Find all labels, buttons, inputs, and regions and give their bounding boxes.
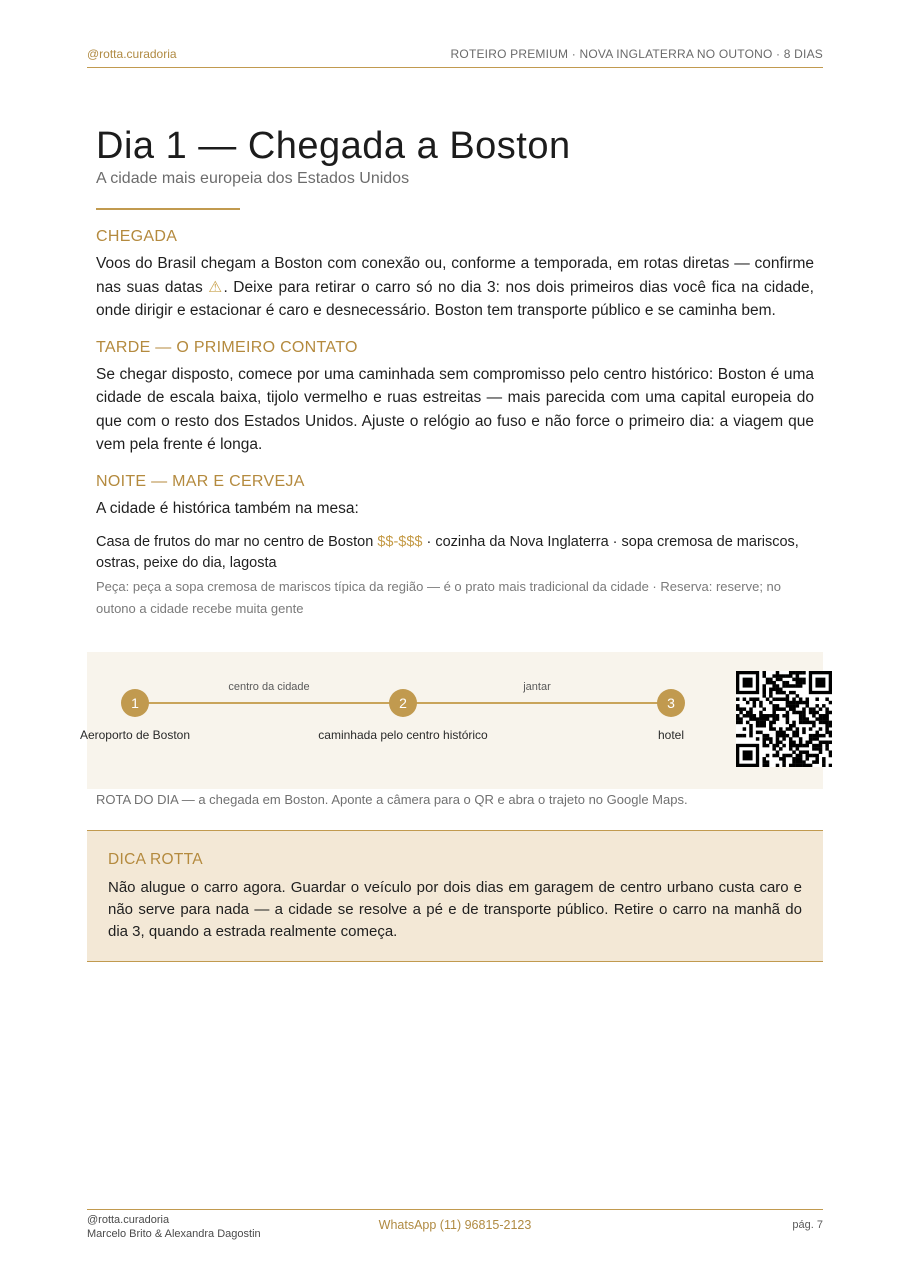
route-stop-label: hotel <box>657 728 685 742</box>
section-label-afternoon: TARDE — O PRIMEIRO CONTATO <box>96 338 358 356</box>
route-segment-label: centro da cidade <box>228 681 310 693</box>
route-stop-label: Aeroporto de Boston <box>79 728 191 742</box>
footer-brand: @rotta.curadoria <box>87 1214 170 1226</box>
restaurant-note: Peça: peça a sopa cremosa de mariscos típica da região — é o prato mais tradicional da cidade · Reserva: reserve; no outono a cidade recebe muita gente <box>96 579 782 616</box>
section-label-arrival: CHEGADA <box>96 228 178 245</box>
route-segment-label: jantar <box>523 681 551 693</box>
restaurant-entry <box>96 532 814 574</box>
afternoon-paragraph: Se chegar disposto, comece por uma caminhada sem compromisso pelo centro histórico: Boston é uma cidade de escala baixa, tijolo vermelho e ruas estreitas — mais parecida com uma capital europeia do que com o resto dos Estados Unidos. Ajuste o relógio ao fuso e não force o primeiro dia: a viagem que vem pela frente é longa. <box>96 365 814 453</box>
route-stop-marker: 3 <box>657 689 685 717</box>
route-stop-marker: 1 <box>121 689 149 717</box>
tip-label: DICA ROTTA <box>108 851 203 868</box>
page-footer <box>87 1209 823 1249</box>
arrival-text-start: Voos do Brasil chegam a Boston com conexão ou, conforme a temporada, em rotas diretas — confirme nas suas datas <box>96 255 814 296</box>
restaurant-description: · cozinha da Nova Inglaterra · sopa cremosa de mariscos, ostras, peixe do dia, lagosta <box>96 534 799 571</box>
route-caption: ROTA DO DIA — a chegada em Boston. Aponte a câmera para o QR e abra o trajeto no Google Maps. <box>96 792 688 807</box>
footer-authors: Marcelo Brito & Alexandra Dagostin <box>87 1228 261 1240</box>
route-map-box <box>79 652 823 789</box>
restaurant-name: Casa de frutos do mar no centro de Boston <box>96 534 374 550</box>
day-subtitle: A cidade mais europeia dos Estados Unidos <box>96 170 410 187</box>
day-content <box>96 124 814 620</box>
tip-box <box>87 830 823 962</box>
header-document-title: ROTEIRO PREMIUM · NOVA INGLATERRA NO OUTONO · 8 DIAS <box>450 47 823 61</box>
footer-whatsapp-link[interactable]: WhatsApp (11) 96815-2123 <box>378 1218 532 1232</box>
night-paragraph: A cidade é histórica também na mesa: <box>96 499 359 517</box>
day-title: Dia 1 — Chegada a Boston <box>96 125 571 167</box>
tip-text: Não alugue o carro agora. Guardar o veículo por dois dias em garagem de centro urbano custa caro e não serve para nada — a cidade se resolve a pé e de transporte público. Retire o carro na manhã do dia 3, quando a estrada realmente começa. <box>108 879 802 940</box>
footer-page-number: pág. 7 <box>792 1219 823 1231</box>
arrival-paragraph <box>96 252 814 323</box>
route-stop-marker: 2 <box>389 689 417 717</box>
route-stop-label: caminhada pelo centro histórico <box>318 728 488 742</box>
qr-code-graphic <box>736 671 832 767</box>
warning-icon: ⚠ <box>208 278 224 296</box>
header-brand: @rotta.curadoria <box>87 47 177 61</box>
qr-code-icon[interactable] <box>736 671 832 767</box>
section-label-night: NOITE — MAR E CERVEJA <box>96 472 305 490</box>
page-header <box>87 46 823 68</box>
arrival-text-end: . Deixe para retirar o carro só no dia 3: nos dois primeiros dias você fica na cidade, onde dirigir e estacionar é caro e desnecessário. Boston tem transporte público e se caminha bem. <box>96 278 814 319</box>
title-divider <box>96 208 240 210</box>
restaurant-price: $$-$$$ <box>377 534 423 550</box>
